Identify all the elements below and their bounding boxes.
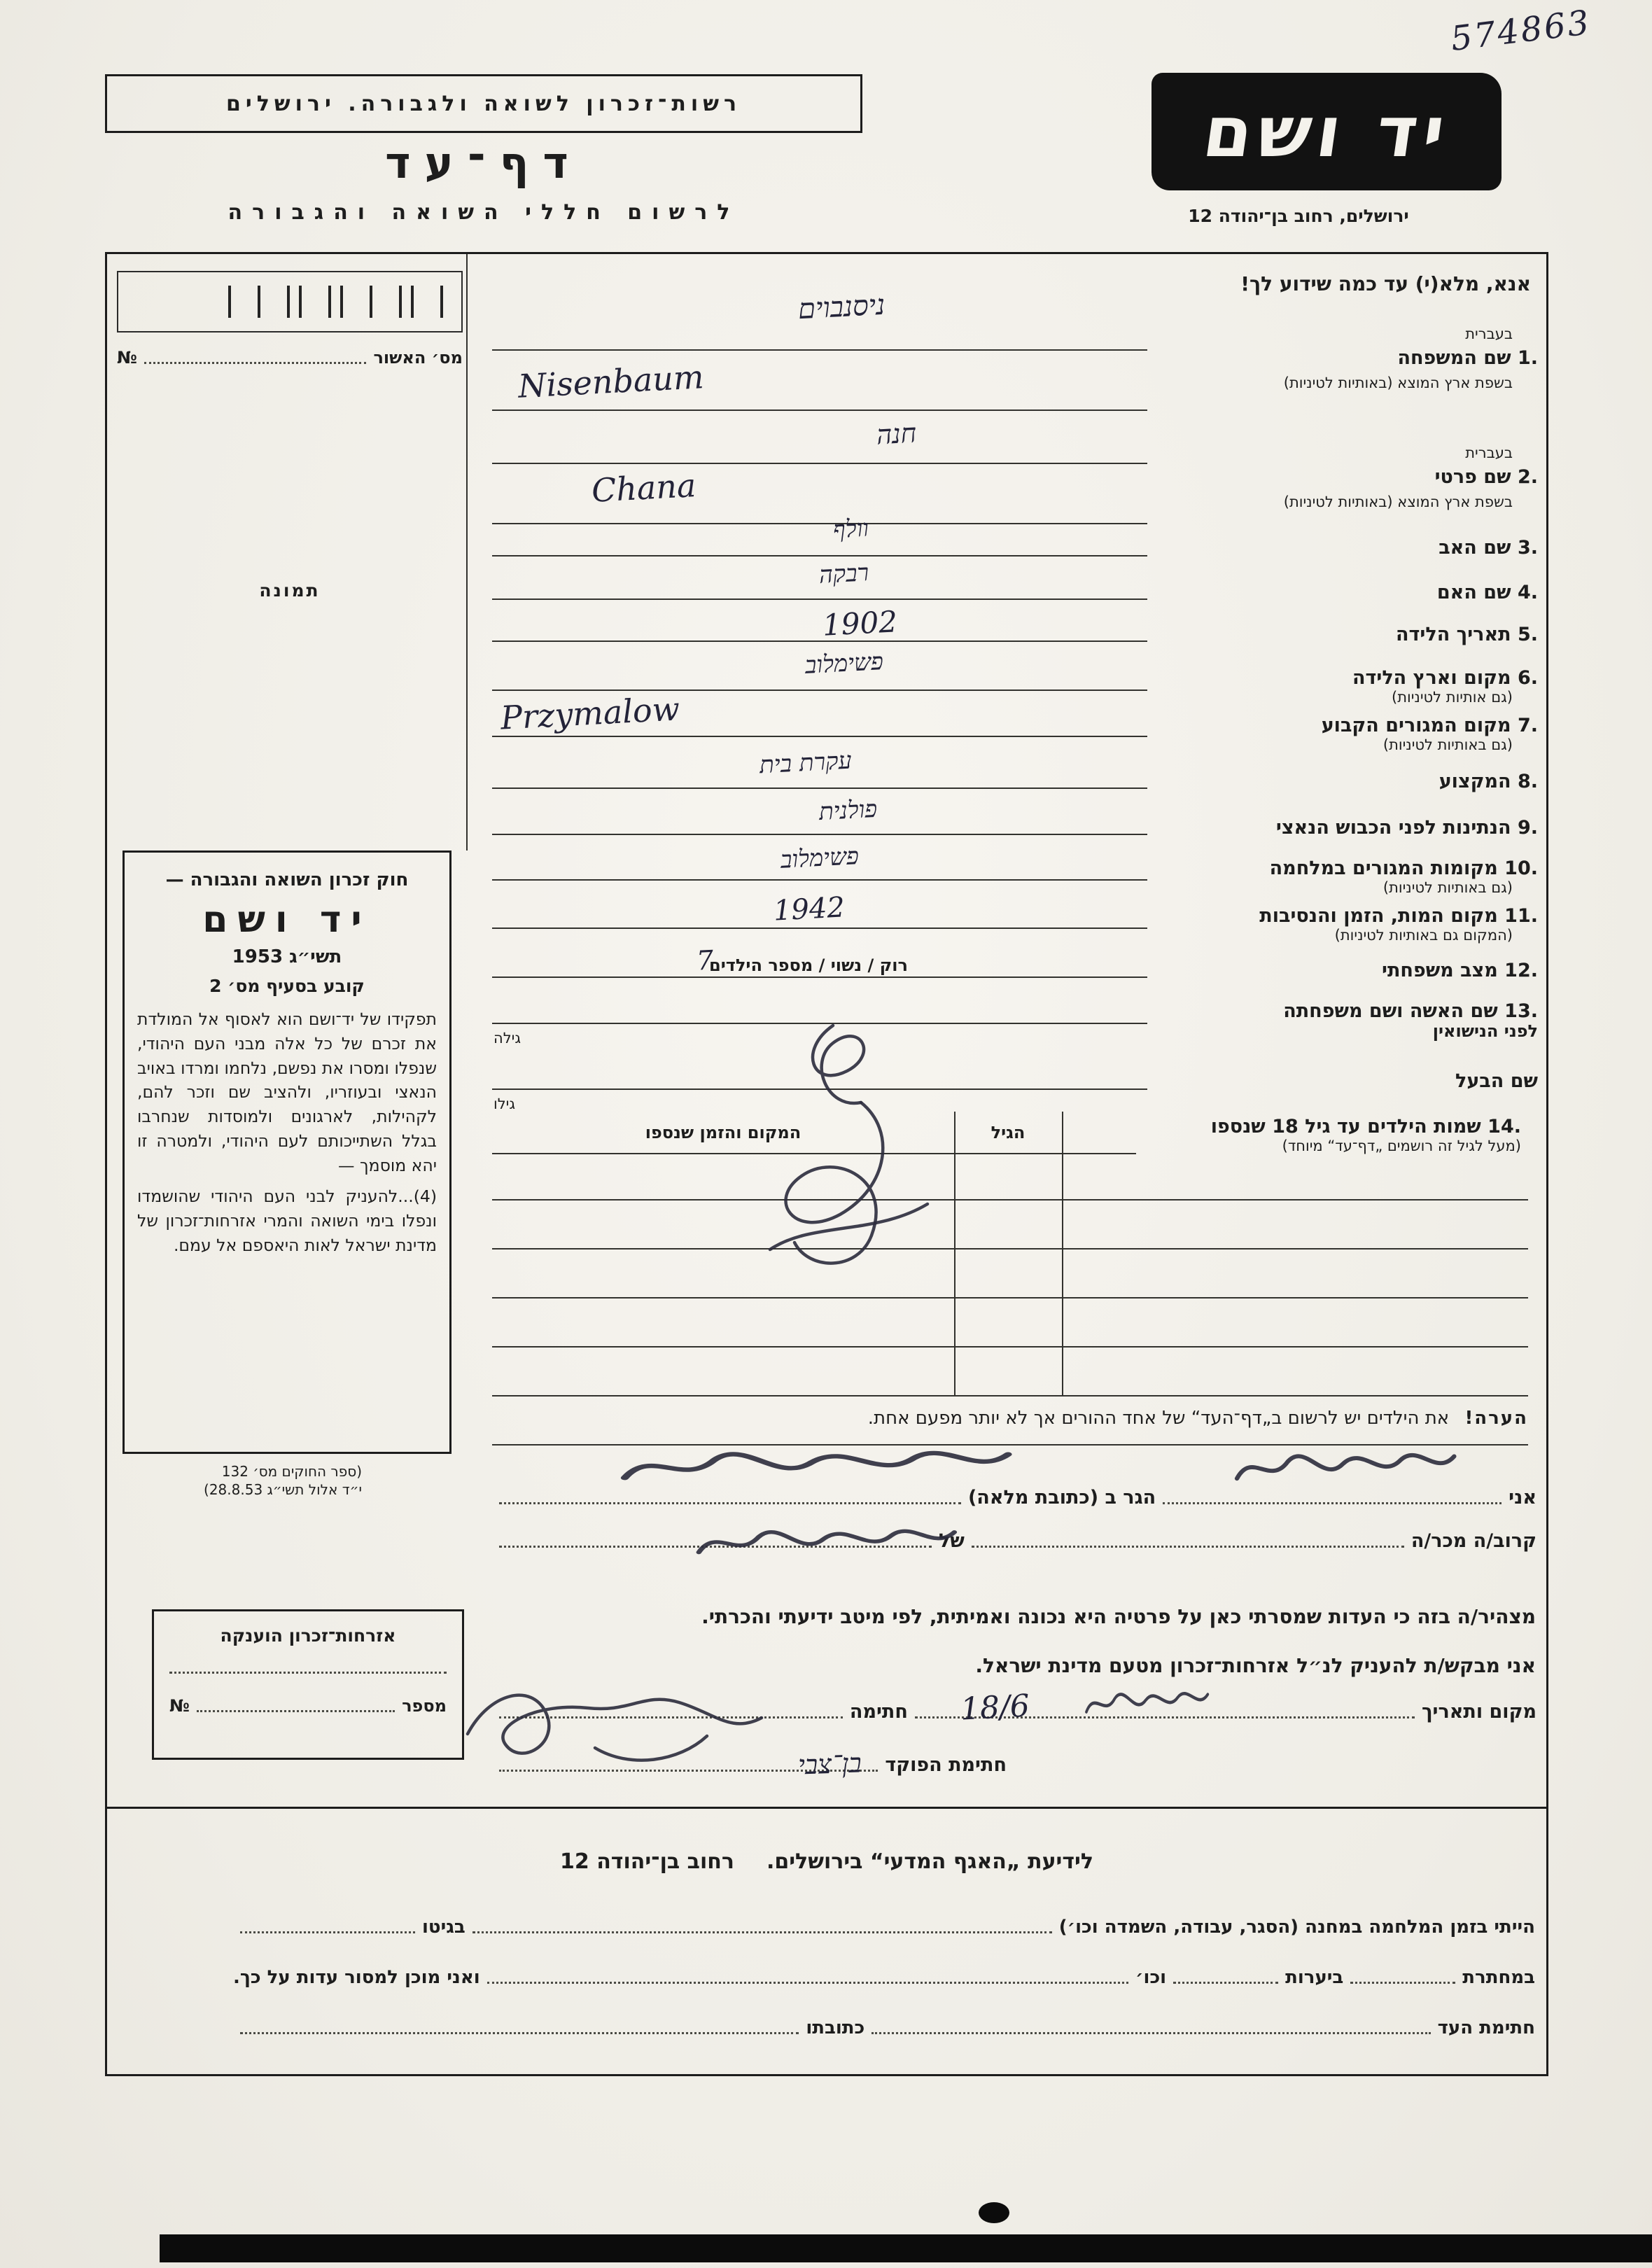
hw-first-name-latin: Chana	[590, 466, 697, 510]
declaration-relation-row	[492, 1520, 1536, 1552]
field-7-line	[492, 736, 1147, 737]
handwritten-serial-number: 574863	[1448, 2, 1593, 59]
hw-death-year: 1942	[772, 891, 846, 927]
field-11-note: (המקום גם באותיות לטיניות)	[1334, 927, 1513, 944]
table-row-line-3	[492, 1248, 1528, 1250]
field-3-title: שם האב	[1438, 537, 1511, 559]
field-11-label	[1149, 905, 1538, 944]
field-2-line-hebrew	[492, 463, 1147, 464]
forests-line	[1173, 1982, 1278, 1984]
table-bottom-line	[492, 1395, 1528, 1396]
grant-number-line	[197, 1710, 395, 1712]
field-2-latin-note: בשפת ארץ המוצא (באותיות לטיניות)	[1283, 493, 1513, 511]
table-row-line-5	[492, 1346, 1528, 1348]
form-title: דף־עד	[385, 137, 582, 188]
field-8-title: המקצוע	[1438, 771, 1511, 792]
underground-label: במחתרת	[1462, 1967, 1535, 1988]
left-column-divider	[466, 254, 468, 850]
field-1-latin-note: בשפת ארץ המוצא (באותיות לטיניות)	[1283, 374, 1513, 392]
field-6-title: מקום וארץ הלידה	[1352, 667, 1511, 689]
field-9-title: הנתינות לפני הכבוש הנאצי	[1275, 817, 1511, 839]
law-clause: קובע בסעיף מס׳ 2	[209, 976, 365, 996]
declarant-name-line	[1163, 1502, 1502, 1504]
underground-line	[1350, 1982, 1455, 1984]
approval-number-label: מס׳ האשור	[373, 348, 463, 368]
field-11-number: 11.	[1504, 905, 1538, 927]
column-header-place-time: המקום והזמן שנספו	[645, 1123, 802, 1142]
field-13-title-2: לפני הנישואין	[1432, 1021, 1538, 1042]
law-reference-line2: י״ד אלול תשי״ג 28.8.53)	[204, 1481, 362, 1498]
field-8-line	[492, 788, 1147, 789]
bottom-title-text: לידיעת „האגף המדעי“ בירושלים.	[766, 1849, 1094, 1874]
field-2-number: 2.	[1517, 466, 1538, 489]
declaration-request: אני מבקש/ת להעניק לנ״ל אזרחות־זכרון מטעם מדינת ישראל.	[975, 1654, 1536, 1677]
yad-vashem-logo	[1152, 73, 1502, 190]
fill-prompt: אנא, מלא(י) עד כמה שידוע לך!	[1240, 272, 1531, 295]
column-header-age: הגיל	[990, 1123, 1026, 1142]
husband-age-label: גילו	[493, 1096, 516, 1112]
clerk-signature-label: חתימת הפוקד	[885, 1754, 1007, 1776]
forests-label: ביערות	[1285, 1967, 1344, 1988]
field-8-number: 8.	[1517, 771, 1538, 792]
place-date-label: מקום ותאריך	[1421, 1701, 1536, 1723]
field-13-number: 13.	[1504, 1000, 1538, 1022]
field-11-title: מקום המות, הזמן והנסיבות	[1259, 905, 1498, 927]
signature-scrawl-declarant	[455, 1674, 770, 1779]
field-5-number: 5.	[1517, 624, 1538, 645]
field-1-line-hebrew	[492, 349, 1147, 351]
hw-clerk-signature: בן־צבי	[797, 1747, 862, 1781]
field-12-number: 12.	[1504, 960, 1538, 981]
declaration-statement: מצהיר/ה בזה כי העדות שמסרתי כאן על פרטיה היא נכונה ואמיתית, לפי מיטב ידיעתי והכרתי.	[701, 1605, 1536, 1628]
hw-family-name-latin: Nisenbaum	[517, 358, 705, 405]
relative-label: קרוב/ה מכר/ה	[1410, 1530, 1536, 1552]
handwriting-scrawl-place	[1084, 1684, 1217, 1721]
field-2-hebrew-note: בעברית	[1465, 444, 1513, 461]
handwriting-scrawl-declarant-address	[616, 1441, 1036, 1490]
etc-label: וכו׳	[1135, 1967, 1167, 1988]
field-12-line	[492, 976, 1147, 978]
field-12-options: רוק / נשוי / מספר הילדים	[709, 955, 908, 975]
law-reference-line1: (ספר החוקים מס׳ 132	[221, 1463, 362, 1480]
field-7-number: 7.	[1517, 715, 1538, 736]
coding-ticks	[118, 272, 461, 331]
bottom-section-title	[107, 1849, 1546, 1874]
etc-line	[487, 1982, 1128, 1984]
witness-signature-row	[233, 2006, 1535, 2038]
field-8-label	[1149, 771, 1538, 792]
children-field-number: 14.	[1488, 1116, 1521, 1138]
children-field-title: שמות הילדים עד גיל 18 שנספו	[1210, 1116, 1481, 1138]
field-6-label	[1149, 667, 1538, 706]
field-3-line	[492, 555, 1147, 556]
grant-numero-sign: №	[169, 1696, 190, 1716]
field-10-number: 10.	[1504, 858, 1538, 879]
field-10-line	[492, 879, 1147, 881]
field-7-label	[1149, 715, 1538, 754]
hw-first-name-hebrew: חנה	[875, 417, 918, 451]
form-subtitle: לרשום חללי השואה והגבורה	[227, 200, 740, 225]
witness-signature-label: חתימת העד	[1437, 2017, 1535, 2038]
grant-box	[152, 1609, 464, 1760]
grant-title: אזרחות־זכרון הוענקה	[220, 1625, 396, 1646]
law-year: תשי״ג 1953	[232, 946, 342, 967]
witness-address-label: כתובתו	[806, 2017, 865, 2038]
table-row-line-2	[492, 1199, 1528, 1200]
field-1-hebrew-note: בעברית	[1465, 326, 1513, 342]
coding-ticks-box	[117, 271, 463, 332]
field-11-line	[492, 927, 1147, 929]
wife-age-label: גילה	[493, 1030, 522, 1046]
field-4-title: שם האם	[1436, 582, 1511, 603]
camp-label: הייתי בזמן המלחמה במחנה (הסגר, עבודה, השמדה וכו׳)	[1058, 1917, 1535, 1938]
field-6-number: 6.	[1517, 667, 1538, 689]
field-5-line	[492, 640, 1147, 642]
field-9-number: 9.	[1517, 817, 1538, 839]
field-9-label	[1149, 817, 1538, 839]
signature-label: חתימה	[849, 1701, 908, 1723]
law-name: יד ושם	[202, 899, 372, 941]
law-title: חוק זכרון השואה והגבורה —	[165, 869, 409, 890]
field-1-number: 1.	[1517, 347, 1538, 370]
field-2-title: שם פרטי	[1434, 466, 1511, 489]
field-2-label	[1149, 444, 1538, 511]
hw-war-places: פשימלוב	[780, 842, 860, 874]
field-10-label	[1149, 858, 1538, 897]
children-field-note: (מעל לגיל זה רושמים „דף־עד“ מיוחד)	[1282, 1138, 1521, 1155]
husband-title: שם הבעל	[1455, 1070, 1538, 1092]
yad-vashem-logo-text: יד ושם	[1198, 90, 1455, 173]
field-4-number: 4.	[1517, 582, 1538, 603]
field-6-line	[492, 690, 1147, 691]
scan-ink-blot	[979, 2202, 1009, 2223]
handwriting-scrawl-relation	[693, 1520, 973, 1562]
field-6-note: (גם אותיות לטיניות)	[1392, 689, 1513, 706]
of-label: של	[939, 1530, 965, 1552]
field-4-label	[1149, 582, 1538, 603]
ghetto-line	[240, 1931, 415, 1933]
numero-sign: №	[117, 348, 137, 368]
witness-address-line	[240, 2032, 799, 2034]
children-field-label	[1138, 1116, 1521, 1155]
law-body: תפקידו של יד־ושם הוא לאסוף אל המולדת את זכרם של כל אלה מבני העם היהודי, שנפלו ומסרו את נפשם, נלחמו ומרדו באויב הנאצי ובעוזריו, ולהציב שם וזכר להם, לקהילות, לארגונים ולמוסדות שנחרבו בגלל השתייכותם לעם היהודי, ולמטרה זו יהא מוסמך —	[137, 1009, 437, 1175]
grant-number-row	[169, 1696, 447, 1716]
field-10-title: מקומות המגורים במלחמה	[1269, 858, 1498, 879]
field-2-line-latin	[492, 523, 1147, 524]
hw-father-name: וולף	[832, 514, 869, 545]
field-7-note: (גם באותיות לטיניות)	[1382, 736, 1513, 754]
children-note-row	[492, 1408, 1528, 1429]
field-1-line-latin	[492, 410, 1147, 411]
law-body-2: (4)...להעניק לבני העם היהודי שהושמדו ונפלו בימי השואה והמרי אזרחות־זכרון של מדינת ישראל לאות היאספם אל עמם.	[137, 1186, 437, 1255]
husband-label	[1149, 1070, 1538, 1092]
field-5-title: תאריך הלידה	[1395, 624, 1511, 645]
declarant-address-line	[499, 1502, 961, 1504]
approval-number-line	[144, 362, 367, 364]
camp-line	[472, 1931, 1052, 1933]
org-banner: רשות־זכרון לשואה ולגבורה. ירושלים	[105, 74, 862, 133]
signature-scrawl-large	[728, 1011, 945, 1292]
ready-to-testify-label: ואני מוכן למסור עדות על כך.	[233, 1967, 480, 1988]
hw-profession: עקרת בית	[759, 746, 853, 780]
grant-number-label: מספר	[402, 1696, 447, 1716]
law-box	[122, 850, 451, 1454]
declarant-i-label: אני	[1508, 1487, 1536, 1508]
field-13-title: שם האשה ושם משפחתה	[1283, 1000, 1498, 1022]
field-10-note: (גם באותיות לטיניות)	[1382, 879, 1513, 897]
witness-signature-line	[872, 2032, 1430, 2034]
hw-birth-date: 1902	[821, 604, 899, 643]
hw-citizenship: פולנית	[818, 794, 878, 827]
hw-mother-name: רבקה	[818, 559, 870, 589]
camp-ghetto-row	[233, 1905, 1535, 1938]
handwriting-scrawl-declarant-name	[1232, 1443, 1470, 1490]
scientific-branch-section	[105, 1809, 1548, 2076]
field-9-line	[492, 834, 1147, 835]
field-1-title: שם המשפחה	[1397, 347, 1511, 370]
scan-artifact-bar	[160, 2234, 1652, 2262]
approval-number-row	[117, 348, 463, 368]
org-address: ירושלים, רחוב בן־יהודה 12	[1188, 206, 1409, 226]
field-7-title: מקום המגורים הקבוע	[1321, 715, 1511, 736]
hw-residence-latin: Przymalow	[499, 690, 681, 737]
field-1-label	[1149, 326, 1538, 392]
relative-name-line	[972, 1546, 1404, 1548]
note-text: את הילדים יש לרשום ב„דף־העד“ של אחד ההורים אך לא יותר מפעם אחת.	[867, 1408, 1450, 1429]
law-reference	[131, 1462, 362, 1499]
field-3-label	[1149, 537, 1538, 559]
field-4-line	[492, 598, 1147, 600]
table-row-line-4	[492, 1297, 1528, 1298]
hw-children-count: 7	[695, 944, 715, 976]
children-table	[492, 1112, 1528, 1395]
field-12-label	[1149, 960, 1538, 981]
declarant-address-label: הגר ב (כתובת מלאה)	[967, 1487, 1156, 1508]
underground-forests-row	[233, 1956, 1535, 1988]
field-5-label	[1149, 624, 1538, 645]
hw-family-name-hebrew: ניסנבוים	[797, 288, 886, 326]
field-13-label	[1149, 1000, 1538, 1042]
field-12-title: מצב משפחתי	[1382, 960, 1498, 981]
bottom-title-address: רחוב בן־יהודה 12	[560, 1849, 734, 1874]
photo-placeholder-label: תמונה	[259, 580, 321, 601]
field-3-number: 3.	[1517, 537, 1538, 559]
hw-birth-place: פשימלוב	[804, 648, 884, 680]
hw-declaration-date: 18/6	[959, 1688, 1031, 1728]
ghetto-label: בגיטו	[422, 1917, 465, 1938]
note-emphasis: הערה!	[1464, 1408, 1528, 1429]
